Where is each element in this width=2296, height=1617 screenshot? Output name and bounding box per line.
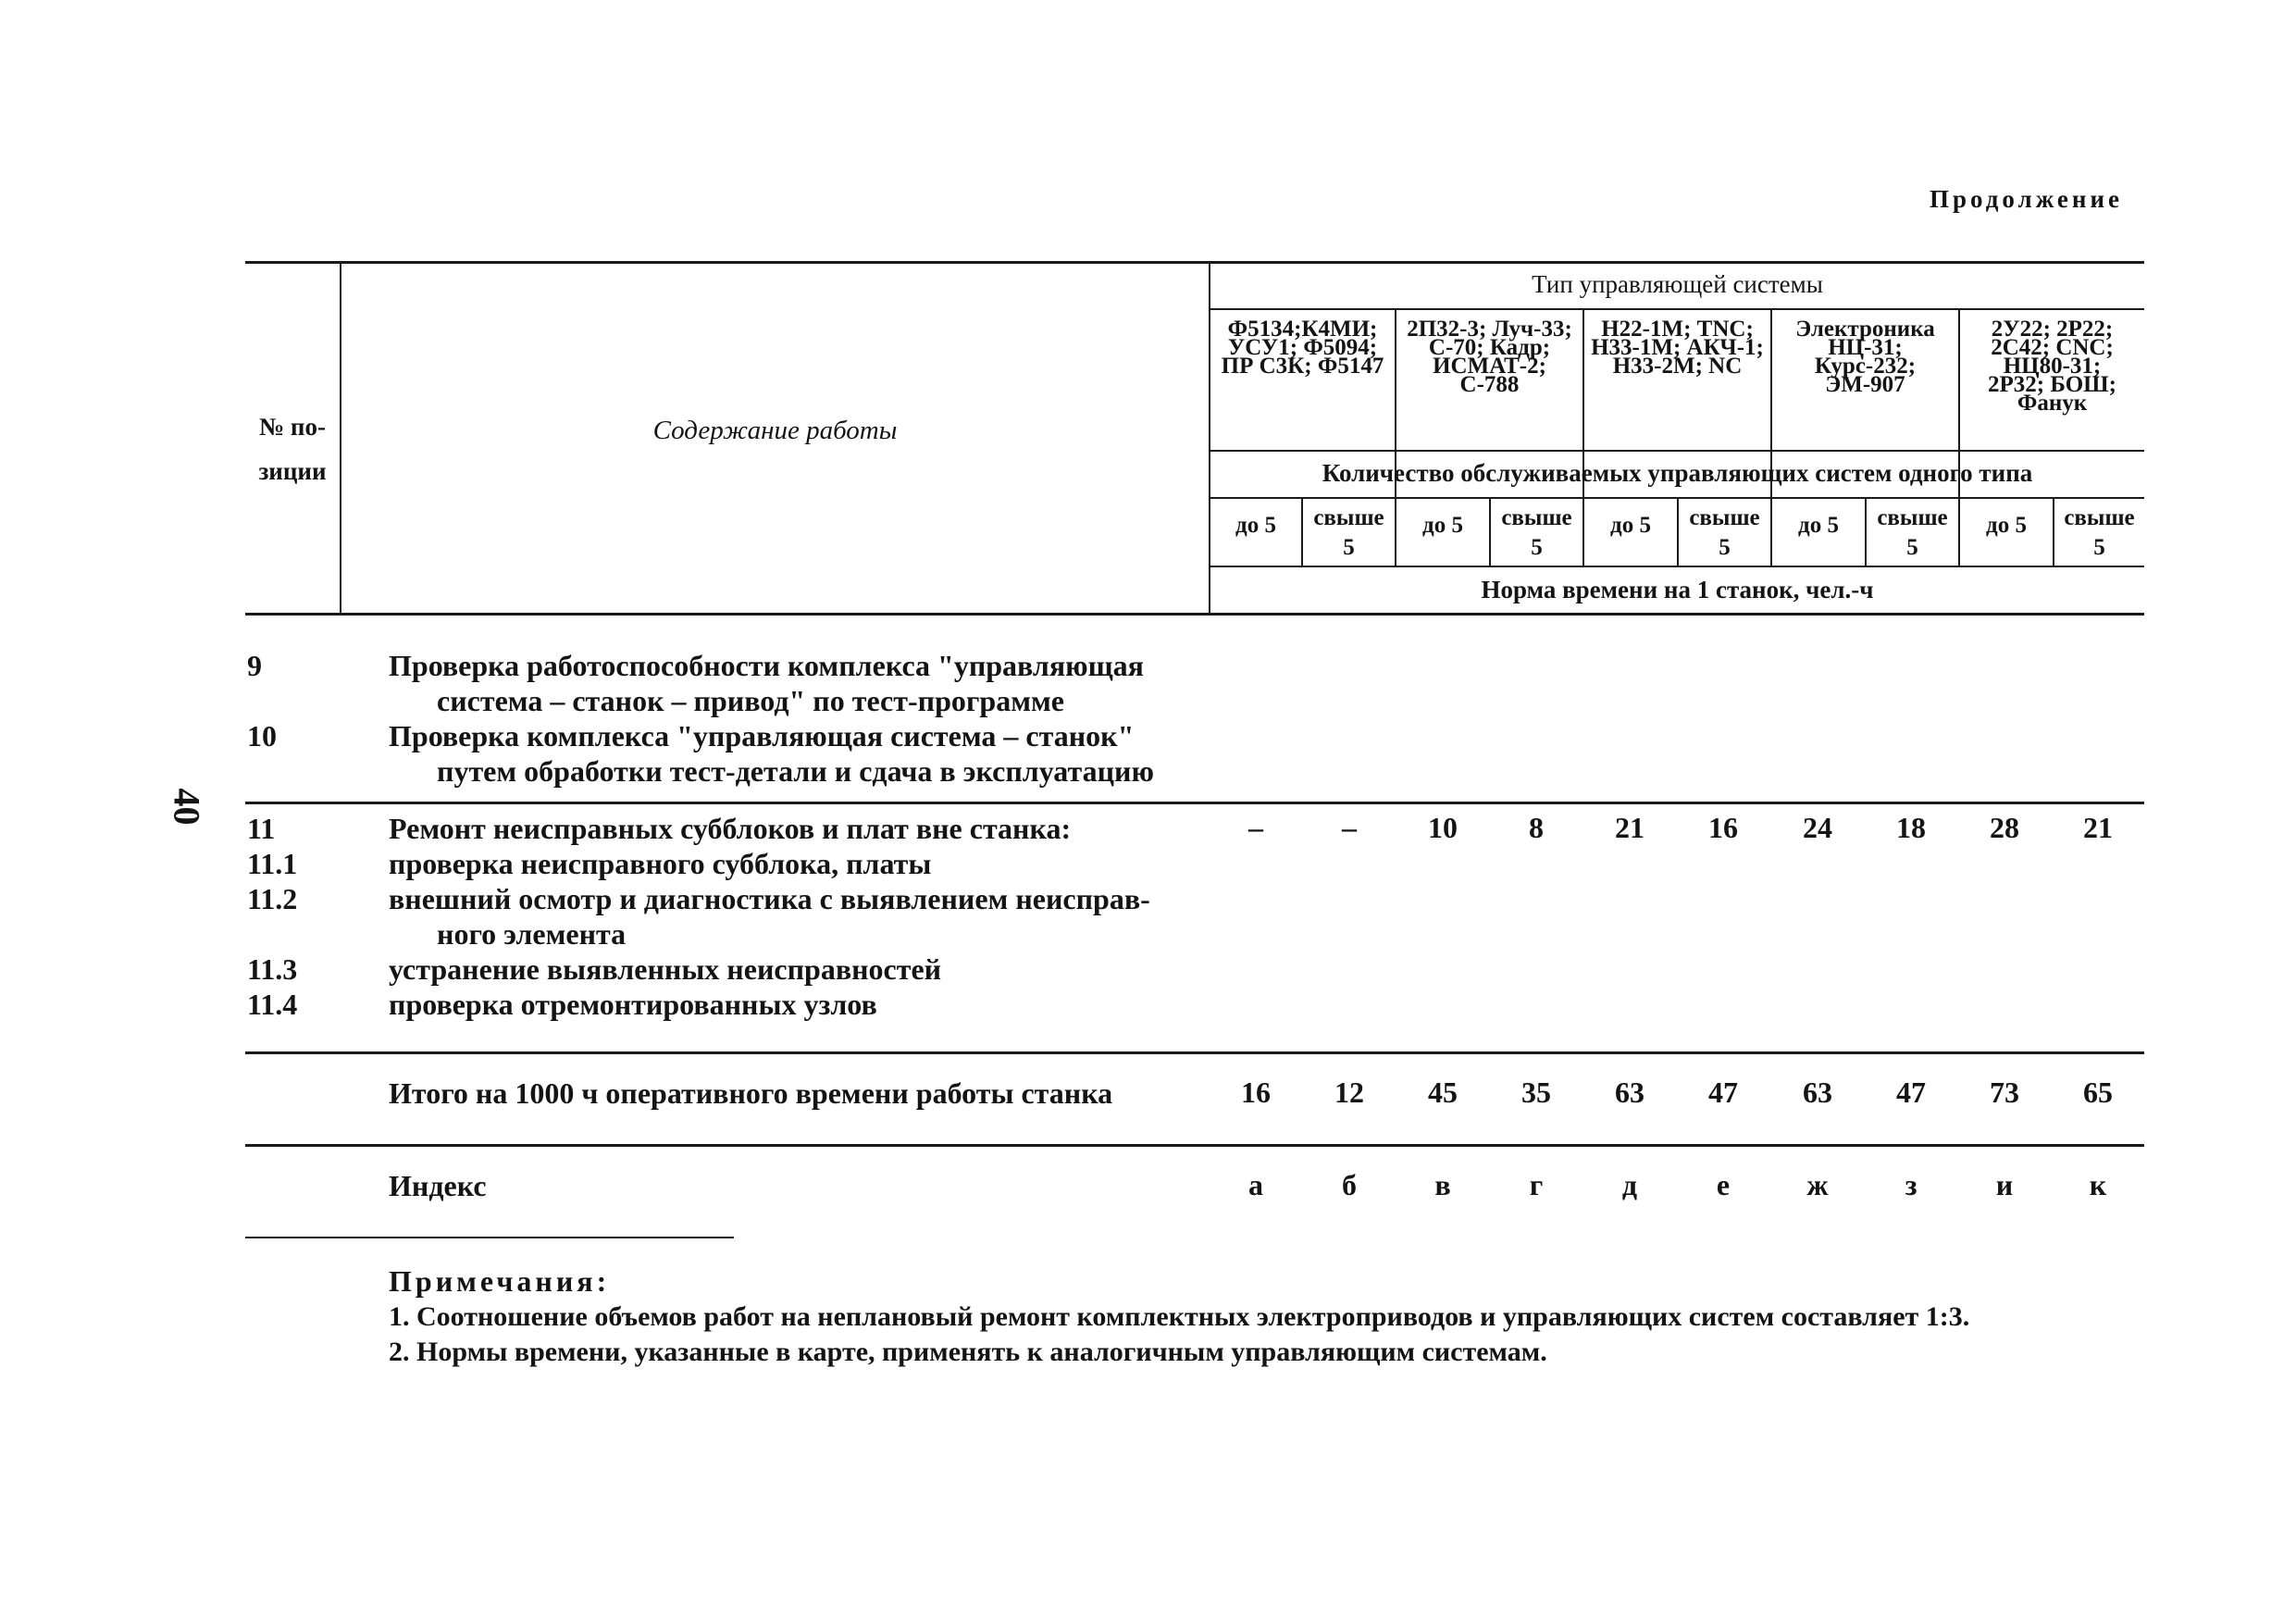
note-1: 1. Соотношение объемов работ на неплановый ремонт комплектных электроприводов и управляющих систем составляет 1:3. <box>389 1301 1970 1332</box>
row-11-2-text <box>389 881 1150 952</box>
sub-upto-3: до 5 <box>1610 513 1651 538</box>
notes-title: Примечания: <box>389 1264 611 1298</box>
header-rule-sub <box>1209 566 2144 567</box>
system-group-4-line-2: НЦ-31; <box>1828 335 1903 360</box>
total-value-6: 47 <box>1708 1076 1738 1109</box>
system-group-1-line-2: УСУ1; Ф5094; <box>1227 335 1378 360</box>
sub-upto-1: до 5 <box>1235 513 1276 538</box>
rule-before-total <box>245 1051 2144 1054</box>
index-label: Индекс <box>389 1169 487 1202</box>
system-group-5-line-3: НЦ80-31; <box>2003 354 2102 379</box>
row-11-value-7: 24 <box>1803 811 1832 844</box>
index-value-8: з <box>1905 1168 1917 1201</box>
sub-over-2-line-2: 5 <box>1531 535 1543 560</box>
sub-over-1-line-2: 5 <box>1343 535 1355 560</box>
total-label: Итого на 1000 ч оперативного времени работы станка <box>389 1076 1113 1110</box>
note-2: 2. Нормы времени, указанные в карте, применять к аналогичным управляющим системам. <box>389 1337 1547 1367</box>
sub-over-5-line-1: свыше <box>2064 505 2135 530</box>
header-pos-label <box>245 415 340 484</box>
row-11-3-text: устранение выявленных неисправностей <box>389 952 942 986</box>
index-value-9: и <box>1995 1168 2014 1201</box>
rule-before-row-11 <box>245 802 2144 804</box>
sub-upto-2: до 5 <box>1422 513 1463 538</box>
sub-over-1-line-1: свыше <box>1313 505 1384 530</box>
sub-over-3 <box>1679 505 1770 560</box>
system-group-2-line-4: С-788 <box>1459 372 1520 397</box>
index-value-2: б <box>1342 1168 1357 1201</box>
row-11-3-num: 11.3 <box>247 952 298 986</box>
row-11-value-3: 10 <box>1428 811 1458 844</box>
index-value-6: е <box>1716 1168 1731 1201</box>
row-11-value-5: 21 <box>1615 811 1644 844</box>
system-group-4-line-1: Электроника <box>1795 317 1935 342</box>
header-content-label: Содержание работы <box>652 416 898 445</box>
row-10-num: 10 <box>247 719 277 753</box>
system-group-2-line-2: С-70; Кадр; <box>1428 335 1551 360</box>
sub-upto-5: до 5 <box>1986 513 2027 538</box>
sub-over-3-line-2: 5 <box>1719 535 1731 560</box>
row-11-text: Ремонт неисправных субблоков и плат вне станка: <box>389 812 1072 845</box>
sub-over-5-line-2: 5 <box>2093 535 2105 560</box>
row-11-value-9: 28 <box>1990 811 2019 844</box>
sub-over-4-line-1: свыше <box>1877 505 1948 530</box>
system-group-1 <box>1210 317 1395 379</box>
system-group-5 <box>1960 317 2144 416</box>
system-group-4 <box>1772 317 1958 397</box>
row-10-line-1: Проверка комплекса "управляющая система – станок" <box>389 719 1135 753</box>
row-11-value-1: – <box>1248 811 1263 844</box>
row-11-2-line-2: ного элемента <box>437 917 627 951</box>
sub-over-5 <box>2054 505 2144 560</box>
row-11-1-text: проверка неисправного субблока, платы <box>389 847 932 880</box>
system-group-2-line-1: 2П32-3; Луч-33; <box>1407 317 1572 342</box>
system-group-1-line-1: Ф5134;К4МИ; <box>1227 317 1378 342</box>
total-value-10: 65 <box>2083 1076 2113 1109</box>
row-11-value-6: 16 <box>1708 811 1738 844</box>
rule-before-index <box>245 1144 2144 1147</box>
header-rule-type <box>1209 308 2144 310</box>
total-value-4: 35 <box>1521 1076 1551 1109</box>
index-value-3: в <box>1434 1168 1451 1201</box>
system-group-5-line-2: 2С42; CNC; <box>1991 335 2114 360</box>
sub-over-2 <box>1491 505 1582 560</box>
row-11-value-10: 21 <box>2083 811 2113 844</box>
total-value-9: 73 <box>1990 1076 2019 1109</box>
header-bottom-rule <box>245 613 2144 616</box>
page-number: 40 <box>166 788 208 826</box>
total-value-3: 45 <box>1428 1076 1458 1109</box>
index-value-7: ж <box>1806 1168 1829 1201</box>
row-11-4-text: проверка отремонтированных узлов <box>389 988 877 1021</box>
system-group-2 <box>1396 317 1582 397</box>
system-group-1-line-3: ПР С3К; Ф5147 <box>1221 354 1384 379</box>
sub-over-1 <box>1303 505 1395 560</box>
system-group-3-line-2: Н33-1М; АКЧ-1; <box>1591 335 1764 360</box>
row-9-text <box>389 648 1144 718</box>
row-9-line-2: система – станок – привод" по тест-программе <box>437 684 1064 717</box>
row-11-2-num: 11.2 <box>247 882 298 915</box>
system-group-2-line-3: ИСМАТ-2; <box>1433 354 1546 379</box>
header-divider-content <box>1209 261 1210 615</box>
header-system-type: Тип управляющей системы <box>1532 270 1823 298</box>
row-11-1-num: 11.1 <box>247 847 298 880</box>
total-value-1: 16 <box>1241 1076 1271 1109</box>
sub-over-4 <box>1867 505 1958 560</box>
quantity-label: Количество обслуживаемых управляющих систем одного типа <box>1322 459 2033 487</box>
row-11-value-4: 8 <box>1529 811 1544 844</box>
index-value-5: д <box>1621 1168 1638 1201</box>
row-11-value-2: – <box>1342 811 1357 844</box>
total-value-5: 63 <box>1615 1076 1644 1109</box>
header-rule-groups <box>1209 450 2144 452</box>
sub-over-3-line-1: свыше <box>1689 505 1760 530</box>
notes-separator <box>245 1237 734 1238</box>
row-11-num: 11 <box>247 812 276 845</box>
index-value-4: г <box>1529 1168 1544 1201</box>
system-group-4-line-3: Курс-232; <box>1814 354 1917 379</box>
header-pos-line-1: № по- <box>259 413 326 441</box>
system-group-3-line-1: Н22-1М; TNC; <box>1601 317 1754 342</box>
system-group-5-line-1: 2У22; 2Р22; <box>1991 317 2114 342</box>
row-11-value-8: 18 <box>1896 811 1926 844</box>
system-group-5-line-4: 2Р32; БОШ; <box>1988 372 2116 397</box>
sub-over-4-line-2: 5 <box>1906 535 1918 560</box>
total-value-7: 63 <box>1803 1076 1832 1109</box>
continuation-label: Продолжение <box>1930 185 2123 213</box>
row-9-num: 9 <box>247 649 262 682</box>
system-group-3 <box>1584 317 1770 379</box>
norm-label: Норма времени на 1 станок, чел.-ч <box>1481 576 1874 603</box>
row-11-2-line-1: внешний осмотр и диагностика с выявлением неисправ- <box>389 882 1150 915</box>
header-top-rule <box>245 261 2144 264</box>
system-group-4-line-4: ЭМ-907 <box>1825 372 1905 397</box>
row-9-line-1: Проверка работоспособности комплекса "управляющая <box>389 649 1144 682</box>
header-pos-line-2: зиции <box>258 457 327 485</box>
row-10-text <box>389 718 1154 789</box>
row-11-4-num: 11.4 <box>247 988 298 1021</box>
row-10-line-2: путем обработки тест-детали и сдача в эксплуатацию <box>437 754 1154 788</box>
sub-over-2-line-1: свыше <box>1501 505 1572 530</box>
index-value-1: а <box>1248 1168 1263 1201</box>
index-value-10: к <box>2089 1168 2107 1201</box>
system-group-3-line-3: Н33-2М; NC <box>1612 354 1743 379</box>
sub-upto-4: до 5 <box>1798 513 1839 538</box>
total-value-8: 47 <box>1896 1076 1926 1109</box>
total-value-2: 12 <box>1334 1076 1364 1109</box>
system-group-5-line-5: Фанук <box>2017 391 2088 416</box>
